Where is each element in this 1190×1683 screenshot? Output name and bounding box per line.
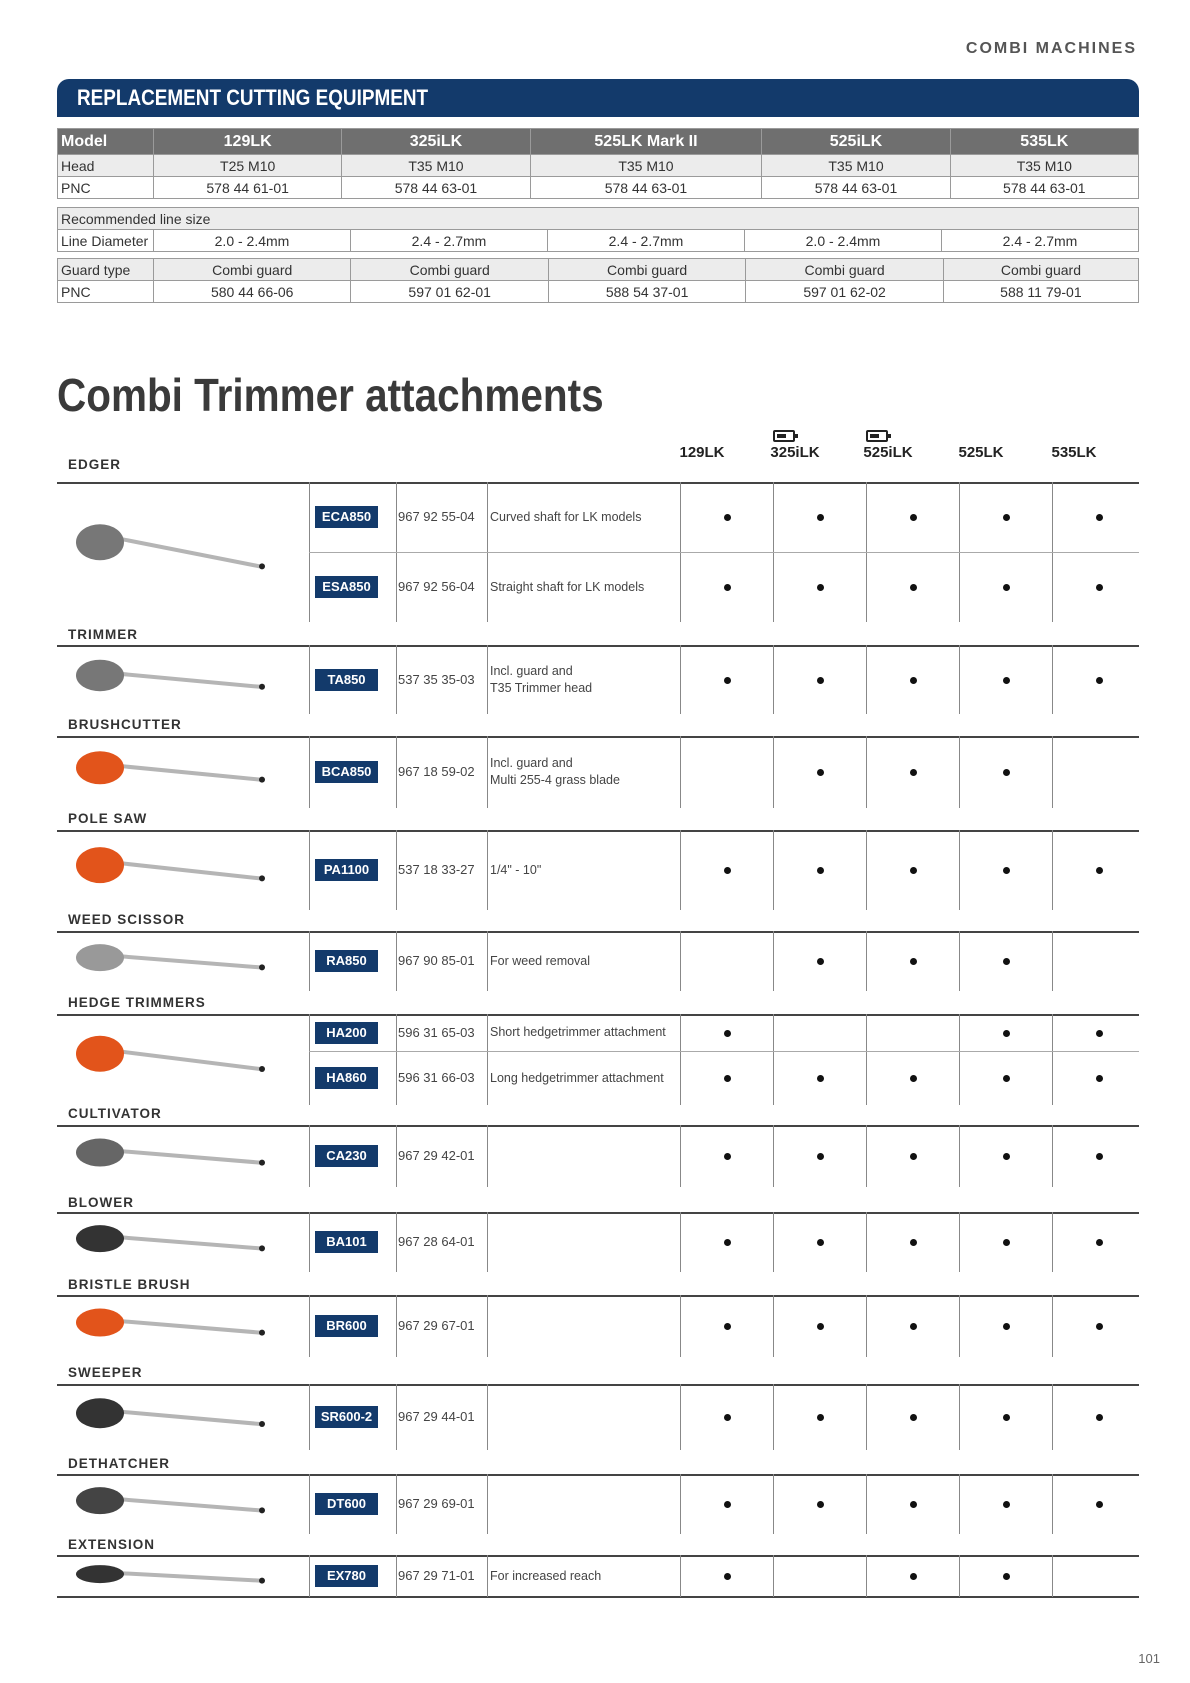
- column-divider: [773, 830, 774, 910]
- column-divider: [680, 1474, 681, 1534]
- attachment-image: [60, 834, 310, 908]
- column-divider: [680, 830, 681, 910]
- attachment-image: [60, 1559, 310, 1595]
- description-line: Short hedgetrimmer attachment: [490, 1025, 666, 1039]
- model-label: Model: [58, 129, 154, 155]
- column-divider: [959, 1474, 960, 1534]
- column-divider: [959, 1014, 960, 1105]
- attachments-title: Combi Trimmer attachments: [57, 369, 604, 421]
- compatibility-dot: [1096, 1501, 1103, 1508]
- column-divider: [866, 1555, 867, 1597]
- product-description: [490, 862, 541, 879]
- category-rule: [57, 1014, 1139, 1016]
- product-code: RA850: [315, 950, 378, 972]
- column-divider: [309, 1295, 310, 1357]
- product-description: [490, 1568, 601, 1585]
- category-rule: [57, 1474, 1139, 1476]
- guard-cell: Combi guard: [154, 259, 351, 281]
- column-divider: [959, 1212, 960, 1272]
- product-code: EX780: [315, 1565, 378, 1587]
- compatibility-dot: [817, 958, 824, 965]
- column-divider: [309, 830, 310, 910]
- attachment-image: [60, 1478, 310, 1532]
- pnc-cell: 580 44 66-06: [154, 281, 351, 303]
- attachment-image: [60, 486, 310, 620]
- column-525lk: 525LK: [958, 444, 1004, 461]
- pnc-cell: 597 01 62-02: [746, 281, 943, 303]
- column-divider: [866, 1014, 867, 1105]
- column-divider: [1052, 931, 1053, 991]
- category-rule: [57, 1125, 1139, 1127]
- pnc-label: PNC: [58, 281, 154, 303]
- column-divider: [309, 1212, 310, 1272]
- compatibility-dot: [817, 1414, 824, 1421]
- category-label: DETHATCHER: [68, 1456, 170, 1471]
- product-pnc: 596 31 66-03: [398, 1070, 475, 1085]
- column-divider: [680, 1125, 681, 1187]
- column-divider: [1052, 830, 1053, 910]
- column-divider: [773, 1474, 774, 1534]
- compatibility-dot: [910, 769, 917, 776]
- line-row: [58, 230, 1139, 252]
- column-divider: [487, 736, 488, 808]
- pnc-cell: 597 01 62-01: [351, 281, 548, 303]
- compatibility-dot: [724, 1153, 731, 1160]
- product-pnc: 967 29 69-01: [398, 1496, 475, 1511]
- head-cell: T35 M10: [342, 155, 530, 177]
- product-code: DT600: [315, 1493, 378, 1515]
- compatibility-dot: [1003, 1153, 1010, 1160]
- product-code: BR600: [315, 1315, 378, 1337]
- column-divider: [487, 1125, 488, 1187]
- head-cell: T35 M10: [530, 155, 762, 177]
- category-label: TRIMMER: [68, 627, 138, 642]
- product-pnc: 967 29 71-01: [398, 1568, 475, 1583]
- compatibility-dot: [724, 1323, 731, 1330]
- column-divider: [773, 1555, 774, 1597]
- column-divider: [866, 736, 867, 808]
- column-divider: [959, 1384, 960, 1450]
- compatibility-dot: [910, 867, 917, 874]
- compatibility-dot: [1096, 1414, 1103, 1421]
- product-description: [490, 579, 644, 596]
- column-divider: [487, 1384, 488, 1450]
- guard-row: [58, 259, 1139, 281]
- product-code: BA101: [315, 1231, 378, 1253]
- column-divider: [396, 1555, 397, 1597]
- guard-cell: Combi guard: [746, 259, 943, 281]
- attachment-image: [60, 649, 310, 712]
- compatibility-dot: [724, 867, 731, 874]
- column-divider: [1052, 1125, 1053, 1187]
- category-label: HEDGE TRIMMERS: [68, 995, 206, 1010]
- column-divider: [1052, 1474, 1053, 1534]
- recommended-row: [58, 208, 1139, 230]
- guard-cell: Combi guard: [351, 259, 548, 281]
- head-row: [58, 155, 1139, 177]
- column-divider: [1052, 736, 1053, 808]
- category-rule: [57, 736, 1139, 738]
- column-divider: [773, 645, 774, 714]
- compatibility-dot: [1003, 1075, 1010, 1082]
- header-rule: [57, 482, 1139, 484]
- column-divider: [1052, 1384, 1053, 1450]
- column-129lk: 129LK: [679, 444, 725, 461]
- model-cell: 525iLK: [762, 129, 950, 155]
- model-cell: 525LK Mark II: [530, 129, 762, 155]
- compatibility-dot: [724, 584, 731, 591]
- column-divider: [309, 1474, 310, 1534]
- compatibility-dot: [910, 1501, 917, 1508]
- compatibility-dot: [817, 1239, 824, 1246]
- pnc-cell: 578 44 63-01: [342, 177, 530, 199]
- column-divider: [680, 1212, 681, 1272]
- category-label: BRISTLE BRUSH: [68, 1277, 191, 1292]
- compatibility-dot: [1096, 514, 1103, 521]
- compatibility-dot: [724, 677, 731, 684]
- category-label: CULTIVATOR: [68, 1106, 162, 1121]
- column-divider: [396, 830, 397, 910]
- product-pnc: 967 18 59-02: [398, 764, 475, 779]
- pnc-label: PNC: [58, 177, 154, 199]
- compatibility-dot: [724, 1501, 731, 1508]
- column-divider: [396, 645, 397, 714]
- compatibility-dot: [910, 677, 917, 684]
- compatibility-dot: [1003, 867, 1010, 874]
- column-divider: [1052, 645, 1053, 714]
- description-line: For increased reach: [490, 1568, 602, 1583]
- product-code: HA200: [315, 1022, 378, 1044]
- attachment-image: [60, 1129, 310, 1185]
- compatibility-dot: [1096, 677, 1103, 684]
- category-label: EDGER: [68, 457, 122, 472]
- page-number: 101: [1138, 1651, 1160, 1666]
- product-description: [490, 953, 590, 970]
- description-line: Curved shaft for LK models: [490, 509, 642, 524]
- product-pnc: 967 92 55-04: [398, 509, 475, 524]
- column-divider: [309, 645, 310, 714]
- column-divider: [309, 1555, 310, 1597]
- compatibility-dot: [817, 1075, 824, 1082]
- compatibility-dot: [910, 584, 917, 591]
- column-divider: [396, 1125, 397, 1187]
- battery-icon: [773, 430, 795, 442]
- column-divider: [396, 1212, 397, 1272]
- compatibility-dot: [1003, 1323, 1010, 1330]
- description-line: T35 Trimmer head: [490, 680, 593, 695]
- column-divider: [773, 1295, 774, 1357]
- column-divider: [680, 736, 681, 808]
- pnc-cell: 578 44 63-01: [530, 177, 762, 199]
- compatibility-dot: [1096, 584, 1103, 591]
- product-description: [490, 1024, 666, 1041]
- row-separator: [309, 552, 1139, 553]
- head-cell: T25 M10: [154, 155, 342, 177]
- replacement-banner: [57, 79, 1139, 117]
- column-divider: [866, 645, 867, 714]
- compatibility-dot: [1003, 1573, 1010, 1580]
- product-pnc: 596 31 65-03: [398, 1024, 475, 1040]
- head-cell: T35 M10: [950, 155, 1138, 177]
- guard-label: Guard type: [58, 259, 154, 281]
- compatibility-dot: [724, 1239, 731, 1246]
- compatibility-dot: [1003, 769, 1010, 776]
- line-cell: 2.0 - 2.4mm: [154, 230, 351, 252]
- column-divider: [773, 1014, 774, 1105]
- column-divider: [487, 1555, 488, 1597]
- model-row: [58, 129, 1139, 155]
- compatibility-dot: [817, 1323, 824, 1330]
- recommended-label: Recommended line size: [58, 208, 1139, 230]
- spec-table-guard: [57, 258, 1139, 303]
- category-rule: [57, 1295, 1139, 1297]
- head-pnc-row: [58, 177, 1139, 199]
- column-divider: [309, 931, 310, 991]
- compatibility-dot: [724, 1573, 731, 1580]
- compatibility-dot: [1096, 1030, 1103, 1037]
- line-cell: 2.4 - 2.7mm: [548, 230, 745, 252]
- product-pnc: 967 29 44-01: [398, 1409, 475, 1424]
- category-label: SWEEPER: [68, 1365, 143, 1380]
- product-description: [490, 755, 620, 789]
- compatibility-dot: [724, 514, 731, 521]
- category-label: POLE SAW: [68, 811, 148, 826]
- attachment-image: [60, 1216, 310, 1270]
- attachment-image: [60, 1018, 310, 1103]
- category-rule: [57, 830, 1139, 832]
- pnc-cell: 578 44 63-01: [950, 177, 1138, 199]
- column-divider: [396, 1474, 397, 1534]
- column-divider: [866, 931, 867, 991]
- category-label: WEED SCISSOR: [68, 912, 186, 927]
- compatibility-dot: [1003, 514, 1010, 521]
- column-divider: [959, 736, 960, 808]
- compatibility-dot: [1003, 584, 1010, 591]
- compatibility-dot: [1096, 1323, 1103, 1330]
- replacement-title: REPLACEMENT CUTTING EQUIPMENT: [77, 85, 429, 110]
- compatibility-dot: [1003, 1501, 1010, 1508]
- column-divider: [487, 1014, 488, 1105]
- guard-pnc-row: [58, 281, 1139, 303]
- column-divider: [866, 830, 867, 910]
- category-label: BRUSHCUTTER: [68, 717, 182, 732]
- attachment-image: [60, 935, 310, 989]
- description-line: Long hedgetrimmer attachment: [490, 1070, 664, 1085]
- column-divider: [309, 1125, 310, 1187]
- column-divider: [680, 1014, 681, 1105]
- model-cell: 535LK: [950, 129, 1138, 155]
- product-code: CA230: [315, 1145, 378, 1167]
- attachment-image: [60, 740, 310, 806]
- compatibility-dot: [1003, 1414, 1010, 1421]
- column-divider: [959, 1125, 960, 1187]
- compatibility-dot: [1003, 677, 1010, 684]
- column-divider: [959, 1555, 960, 1597]
- product-pnc: 967 28 64-01: [398, 1234, 475, 1249]
- column-divider: [309, 736, 310, 808]
- column-divider: [866, 1474, 867, 1534]
- guard-cell: Combi guard: [548, 259, 745, 281]
- product-code: TA850: [315, 669, 378, 691]
- column-divider: [773, 1384, 774, 1450]
- category-rule: [57, 1212, 1139, 1214]
- product-pnc: 967 29 67-01: [398, 1318, 475, 1333]
- compatibility-dot: [817, 867, 824, 874]
- category-label: EXTENSION: [68, 1537, 156, 1552]
- compatibility-dot: [1096, 1153, 1103, 1160]
- column-divider: [487, 1474, 488, 1534]
- column-divider: [680, 1295, 681, 1357]
- description-line: Straight shaft for LK models: [490, 579, 645, 594]
- category-rule: [57, 1384, 1139, 1386]
- product-description: [490, 509, 641, 526]
- product-code: SR600-2: [315, 1406, 378, 1428]
- product-code: BCA850: [315, 761, 378, 783]
- column-divider: [487, 830, 488, 910]
- compatibility-dot: [817, 769, 824, 776]
- product-code: HA860: [315, 1067, 378, 1089]
- column-divider: [959, 931, 960, 991]
- column-divider: [396, 1295, 397, 1357]
- column-divider: [487, 1212, 488, 1272]
- column-divider: [396, 736, 397, 808]
- product-description: [490, 663, 592, 697]
- column-divider: [773, 1125, 774, 1187]
- line-cell: 2.4 - 2.7mm: [942, 230, 1139, 252]
- line-label: Line Diameter: [58, 230, 154, 252]
- column-divider: [959, 645, 960, 714]
- column-divider: [959, 1295, 960, 1357]
- compatibility-dot: [910, 958, 917, 965]
- spec-table-line: [57, 207, 1139, 252]
- model-cell: 129LK: [154, 129, 342, 155]
- column-divider: [487, 1295, 488, 1357]
- model-cell: 325iLK: [342, 129, 530, 155]
- column-divider: [680, 645, 681, 714]
- head-cell: T35 M10: [762, 155, 950, 177]
- column-divider: [396, 931, 397, 991]
- compatibility-dot: [817, 1501, 824, 1508]
- compatibility-dot: [817, 514, 824, 521]
- column-divider: [866, 1295, 867, 1357]
- product-pnc: 537 18 33-27: [398, 862, 475, 877]
- line-cell: 2.4 - 2.7mm: [351, 230, 548, 252]
- column-325ilk: 325iLK: [770, 444, 820, 461]
- description-line: Incl. guard and: [490, 756, 573, 770]
- product-code: PA1100: [315, 859, 378, 881]
- column-divider: [680, 931, 681, 991]
- compatibility-dot: [910, 1075, 917, 1082]
- product-pnc: 967 90 85-01: [398, 953, 475, 968]
- battery-icon: [866, 430, 888, 442]
- column-divider: [773, 1212, 774, 1272]
- column-divider: [1052, 1212, 1053, 1272]
- attachment-image: [60, 1299, 310, 1355]
- pnc-cell: 578 44 63-01: [762, 177, 950, 199]
- pnc-cell: 588 11 79-01: [943, 281, 1138, 303]
- compatibility-dot: [724, 1030, 731, 1037]
- attachment-image: [60, 1388, 310, 1448]
- table-bottom-rule: [57, 1596, 1139, 1598]
- compatibility-dot: [817, 677, 824, 684]
- column-divider: [866, 1212, 867, 1272]
- head-label: Head: [58, 155, 154, 177]
- compatibility-dot: [910, 1414, 917, 1421]
- column-divider: [1052, 1555, 1053, 1597]
- compatibility-dot: [1003, 1239, 1010, 1246]
- column-divider: [773, 736, 774, 808]
- column-divider: [1052, 1295, 1053, 1357]
- column-divider: [309, 1384, 310, 1450]
- compatibility-dot: [1003, 958, 1010, 965]
- product-code: ECA850: [315, 506, 378, 528]
- category-rule: [57, 645, 1139, 647]
- product-pnc: 967 29 42-01: [398, 1148, 475, 1163]
- compatibility-dot: [817, 584, 824, 591]
- product-code: ESA850: [315, 576, 378, 598]
- product-pnc: 537 35 35-03: [398, 671, 475, 687]
- guard-cell: Combi guard: [943, 259, 1138, 281]
- compatibility-dot: [910, 1323, 917, 1330]
- compatibility-dot: [817, 1153, 824, 1160]
- compatibility-dot: [1096, 1075, 1103, 1082]
- compatibility-dot: [910, 1573, 917, 1580]
- column-divider: [487, 645, 488, 714]
- column-divider: [1052, 1014, 1053, 1105]
- description-line: 1/4" - 10": [490, 862, 542, 877]
- column-divider: [866, 1125, 867, 1187]
- description-line: For weed removal: [490, 953, 591, 968]
- description-line: Multi 255-4 grass blade: [490, 773, 620, 787]
- compatibility-dot: [1096, 867, 1103, 874]
- pnc-cell: 578 44 61-01: [154, 177, 342, 199]
- column-divider: [396, 1014, 397, 1105]
- column-divider: [959, 830, 960, 910]
- spec-table-head: [57, 128, 1139, 199]
- compatibility-dot: [910, 1153, 917, 1160]
- category-rule: [57, 1555, 1139, 1557]
- column-divider: [680, 1384, 681, 1450]
- pnc-cell: 588 54 37-01: [548, 281, 745, 303]
- row-separator: [309, 1051, 1139, 1052]
- product-pnc: 967 92 56-04: [398, 579, 475, 594]
- product-description: [490, 1070, 664, 1087]
- column-divider: [680, 1555, 681, 1597]
- category-label: BLOWER: [68, 1195, 134, 1210]
- line-cell: 2.0 - 2.4mm: [745, 230, 942, 252]
- column-divider: [309, 1014, 310, 1105]
- column-divider: [396, 1384, 397, 1450]
- column-535lk: 535LK: [1051, 444, 1097, 461]
- description-line: Incl. guard and: [490, 663, 573, 678]
- compatibility-dot: [1003, 1030, 1010, 1037]
- compatibility-dot: [910, 1239, 917, 1246]
- compatibility-dot: [724, 1075, 731, 1082]
- column-divider: [866, 1384, 867, 1450]
- compatibility-dot: [1096, 1239, 1103, 1246]
- category-rule: [57, 931, 1139, 933]
- column-divider: [773, 931, 774, 991]
- compatibility-dot: [910, 514, 917, 521]
- column-525ilk: 525iLK: [863, 444, 913, 461]
- compatibility-dot: [724, 1414, 731, 1421]
- section-label: COMBI MACHINES: [965, 40, 1137, 57]
- column-divider: [487, 931, 488, 991]
